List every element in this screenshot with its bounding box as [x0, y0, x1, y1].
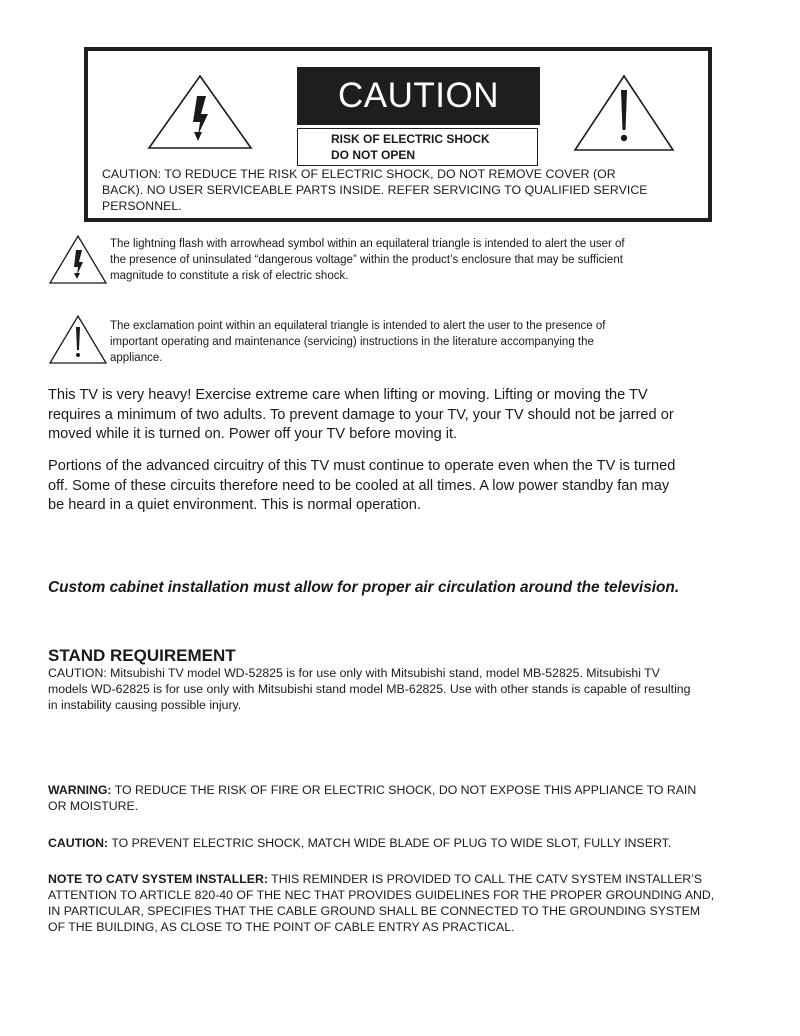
- stand-requirement-text: [48, 665, 690, 713]
- circuitry-paragraph: [48, 457, 675, 516]
- plug-caution: [48, 835, 671, 851]
- lightning-triangle-icon: [145, 72, 255, 152]
- caution-notice-line: PERSONNEL.: [102, 199, 182, 213]
- paragraph-line: moved while it is turned on. Power off your TV before moving it.: [48, 426, 458, 442]
- caution-notice-line: BACK). NO USER SERVICEABLE PARTS INSIDE. REFER SERVICING TO QUALIFIED SERVICE: [102, 183, 648, 197]
- lightning-explanation-line: The lightning flash with arrowhead symbol within an equilateral triangle is intended to alert the user of: [110, 238, 625, 250]
- lightning-explanation: [110, 236, 625, 284]
- catv-line: [48, 871, 714, 887]
- warning-label: WARNING:: [48, 783, 112, 797]
- catv-line: IN PARTICULAR, SPECIFIES THAT THE CABLE GROUND SHALL BE CONNECTED TO THE GROUNDING SYSTEM: [48, 904, 701, 918]
- paragraph-line: Portions of the advanced circuitry of this TV must continue to operate even when the TV is turned: [48, 458, 676, 474]
- catv-installer-note: [48, 871, 714, 935]
- exclamation-explanation-line: appliance.: [110, 352, 163, 364]
- caution-banner: CAUTION: [297, 67, 540, 125]
- paragraph-line: requires a minimum of two adults. To prevent damage to your TV, your TV should not be jarred or: [48, 406, 674, 423]
- cabinet-installation-note: Custom cabinet installation must allow for proper air circulation around the television.: [48, 579, 680, 596]
- heavy-tv-paragraph: [48, 386, 674, 445]
- exclamation-triangle-icon: [571, 72, 677, 154]
- stand-line: in instability causing possible injury.: [48, 698, 242, 712]
- lightning-explanation-line: magnitude to constitute a risk of electric shock.: [110, 270, 349, 282]
- catv-label: NOTE TO CATV SYSTEM INSTALLER:: [48, 872, 268, 886]
- lightning-explanation-line: the presence of uninsulated “dangerous voltage” within the product’s enclosure that may be sufficient: [110, 254, 623, 266]
- caution-line: [48, 835, 671, 851]
- exclamation-explanation-line: The exclamation point within an equilateral triangle is intended to alert the user to the presence of: [110, 320, 606, 332]
- risk-line: RISK OF ELECTRIC SHOCK: [331, 132, 490, 146]
- stand-line: CAUTION: Mitsubishi TV model WD-52825 is for use only with Mitsubishi stand, model MB-52825. Mitsubishi TV: [48, 666, 660, 680]
- catv-line: ATTENTION TO ARTICLE 820-40 OF THE NEC THAT PROVIDES GUIDELINES FOR THE PROPER GROUNDING AND,: [48, 888, 715, 902]
- exclamation-explanation-line: important operating and maintenance (servicing) instructions in the literature accompanying the: [110, 336, 594, 348]
- caution-notice-line: CAUTION: TO REDUCE THE RISK OF ELECTRIC SHOCK, DO NOT REMOVE COVER (OR: [102, 167, 616, 181]
- paragraph-line: off. Some of these circuits therefore need to be cooled at all times. A low power standby fan may: [48, 477, 670, 494]
- caution-label: CAUTION:: [48, 836, 109, 850]
- do-not-open-line: DO NOT OPEN: [331, 148, 416, 162]
- warning-text: TO REDUCE THE RISK OF FIRE OR ELECTRIC SHOCK, DO NOT EXPOSE THIS APPLIANCE TO RAIN: [111, 783, 697, 797]
- stand-line: models WD-62825 is for use only with Mitsubishi stand model MB-62825. Use with other stands is capable of resulting: [48, 682, 691, 696]
- paragraph-line: be heard in a quiet environment. This is normal operation.: [48, 497, 421, 513]
- stand-requirement-heading: STAND REQUIREMENT: [48, 646, 236, 665]
- caution-notice: [102, 166, 682, 214]
- shock-warning-box: [297, 128, 538, 166]
- paragraph-line: This TV is very heavy! Exercise extreme care when lifting or moving. Lifting or moving the TV: [48, 387, 648, 403]
- caution-text: TO PREVENT ELECTRIC SHOCK, MATCH WIDE BLADE OF PLUG TO WIDE SLOT, FULLY INSERT.: [108, 836, 672, 850]
- lightning-triangle-icon: [48, 234, 108, 286]
- warning-line: OR MOISTURE.: [48, 799, 139, 813]
- fire-shock-warning: [48, 782, 696, 814]
- catv-line: OF THE BUILDING, AS CLOSE TO THE POINT OF CABLE ENTRY AS PRACTICAL.: [48, 920, 515, 934]
- catv-text: THIS REMINDER IS PROVIDED TO CALL THE CATV SYSTEM INSTALLER’S: [267, 872, 703, 886]
- exclamation-explanation: [110, 318, 605, 366]
- exclamation-triangle-icon: [48, 314, 108, 366]
- warning-line: [48, 782, 696, 798]
